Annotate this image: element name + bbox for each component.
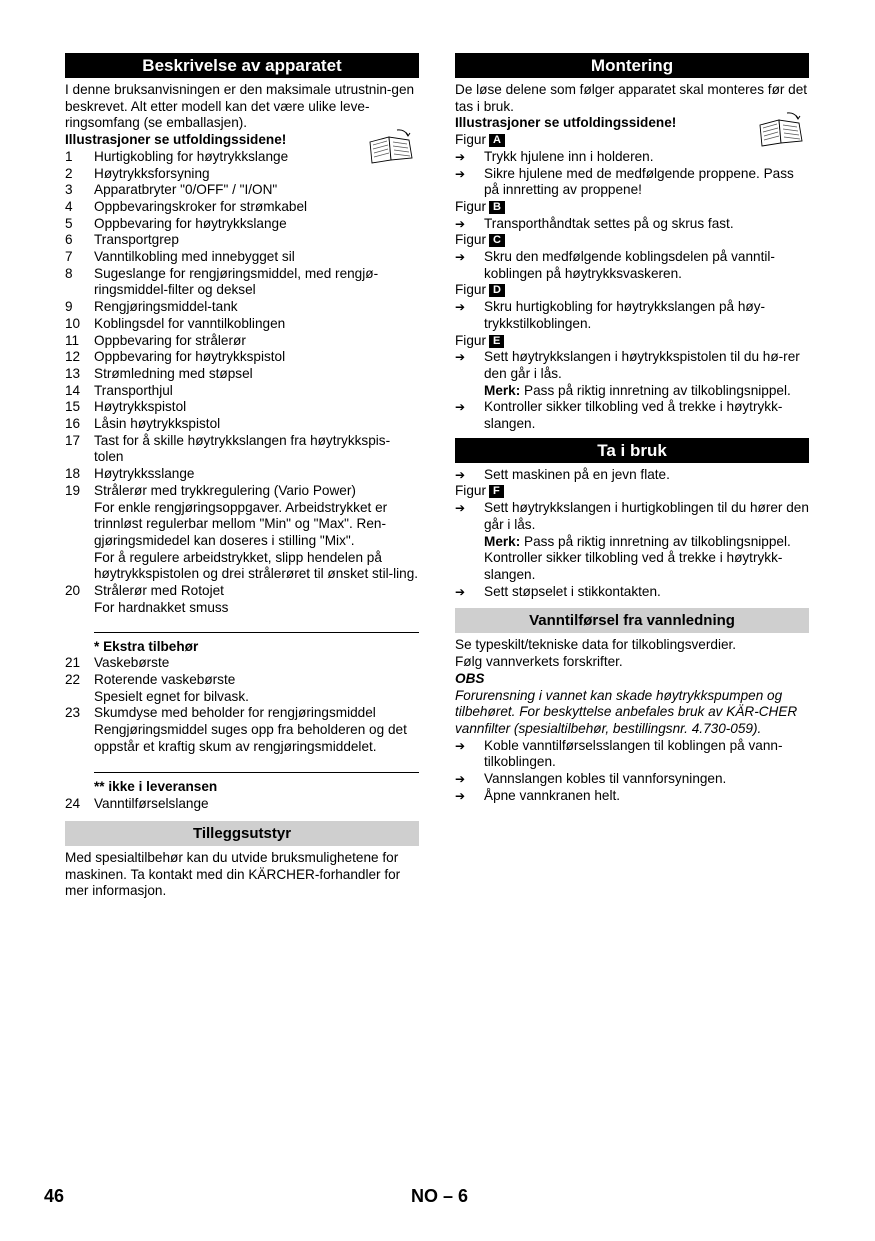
- item-number: 8: [65, 265, 73, 281]
- item-text: Høytrykksslange: [94, 466, 195, 482]
- item-number: 22: [65, 671, 81, 687]
- item-number: 11: [65, 332, 80, 348]
- left-column: [65, 53, 419, 900]
- figure-caption: Figur B: [455, 199, 809, 216]
- divider: [94, 632, 419, 633]
- accessories-text: Med spesialtilbehør kan du utvide bruksmulighetene for maskinen. Ta kontakt med din KÄRCHER-forhandler for mer informasjon.: [65, 849, 401, 899]
- arrow-right-icon: ➔: [455, 788, 466, 803]
- item-text: Rengjøringsmiddel-tank: [94, 299, 238, 315]
- mounting-figures: [455, 132, 809, 332]
- step: [455, 771, 809, 788]
- not-included-title: ** ikke i leveransen: [94, 779, 218, 795]
- section-header-water-supply: Vanntilførsel fra vannledning: [455, 608, 809, 633]
- section-header-description: Beskrivelse av apparatet: [65, 53, 419, 78]
- right-column: [455, 53, 809, 804]
- item-text: Transporthjul: [94, 382, 173, 398]
- item-text: Tast for å skille høytrykkslangen fra høytrykkspis-tolen: [94, 432, 391, 465]
- step-text: Sikre hjulene med de medfølgende proppene. Pass på innretting av proppene!: [484, 165, 794, 198]
- arrow-right-icon: ➔: [455, 250, 466, 265]
- list-item: [65, 655, 419, 672]
- extra-accessories-list: [65, 655, 419, 755]
- arrow-right-icon: ➔: [455, 584, 466, 599]
- figure-label: C: [489, 234, 505, 247]
- mounting-intro: De løse delene som følger apparatet skal monteres før det tas i bruk.: [455, 82, 808, 114]
- obs-title: OBS: [455, 670, 485, 686]
- item-number: 5: [65, 215, 73, 231]
- divider: [94, 772, 419, 773]
- step: [455, 788, 809, 805]
- item-text: Oppbevaringskroker for strømkabel: [94, 198, 308, 214]
- item-text: Strålerør med trykkregulering (Vario Power) For enkle rengjøringsoppgaver. Arbeidstrykket er trinnløst regulerbar mellom "Min" og "Max". Ren-gjøringsmidedel kan doseres i stilling "Mix". For å regulere arbeidstrykket, slipp hendelen på høytrykkspistolen og drei strålerøret til ønsket stil-ling.: [94, 482, 419, 582]
- item-number: 2: [65, 165, 73, 181]
- list-item: [65, 383, 419, 400]
- intro-text: I denne bruksanvisningen er den maksimale utrustnin-gen beskrevet. Alt etter modell kan det være ulike leve-ringsomfang (se emballasjen).: [65, 82, 415, 131]
- figure-f-caption: Figur F: [455, 483, 809, 500]
- step-text: Trykk hjulene inn i holderen.: [484, 148, 654, 164]
- item-text: Roterende vaskebørste Spesielt egnet for bilvask.: [94, 671, 249, 704]
- item-number: 15: [65, 399, 81, 415]
- list-item: [65, 672, 419, 705]
- section-header-use: Ta i bruk: [455, 438, 809, 463]
- step: [455, 299, 809, 332]
- figure-label: A: [489, 134, 505, 147]
- item-number: 6: [65, 232, 73, 248]
- step-text: Skru hurtigkobling for høytrykkslangen på høy-trykkstilkoblingen.: [484, 299, 766, 331]
- note-label: Merk:: [484, 382, 521, 398]
- illustrations-title: Illustrasjoner se utfoldingssidene!: [65, 132, 287, 148]
- list-item: [65, 299, 419, 316]
- step: [455, 216, 809, 233]
- list-item: [65, 483, 419, 583]
- figure-label: D: [489, 284, 505, 297]
- figure-caption: Figur C: [455, 232, 809, 249]
- item-text: Oppbevaring for høytrykkslange: [94, 215, 287, 231]
- item-number: 19: [65, 482, 81, 498]
- step-text: Åpne vannkranen helt.: [484, 787, 621, 803]
- item-number: 17: [65, 432, 81, 448]
- figure-e-block: [455, 333, 809, 433]
- obs-text: Forurensning i vannet kan skade høytrykkspumpen og tilbehøret. For beskyttelse anbefales bruk av KÄR-CHER vannfilter (spesialtilbehør, bestillingsnr. 4.730-059).: [455, 687, 798, 736]
- water-steps: [455, 738, 809, 805]
- open-book-icon: [367, 128, 417, 164]
- item-number: 12: [65, 349, 81, 365]
- step: ➔ Sett høytrykkslangen i hurtigkoblingen til du hører den går i lås.: [455, 500, 809, 532]
- arrow-right-icon: ➔: [455, 772, 466, 787]
- list-item: [65, 796, 419, 813]
- item-text: Skumdyse med beholder for rengjøringsmiddel Rengjøringsmiddel suges opp fra beholderen og det oppstår et kraftig skum av rengjøringsmiddelet.: [94, 705, 407, 754]
- step-text: Vannslangen kobles til vannforsyningen.: [484, 771, 727, 787]
- note: Merk: Pass på riktig innretning av tilkoblingsnippel. Kontroller sikker tilkobling ved å trekke i høytrykk-slangen.: [484, 533, 791, 582]
- figure-f-block: [455, 483, 809, 600]
- list-item: [65, 166, 419, 183]
- arrow-right-icon: ➔: [455, 216, 466, 231]
- list-item: [65, 232, 419, 249]
- list-item: [65, 366, 419, 383]
- parts-list: [65, 149, 419, 617]
- step: ➔ Sett støpselet i stikkontakten.: [455, 583, 661, 599]
- step: [455, 149, 809, 166]
- illustrations-note: [455, 115, 809, 132]
- arrow-right-icon: ➔: [455, 149, 466, 164]
- not-included-list: [65, 796, 419, 813]
- step-text: Skru den medfølgende koblingsdelen på vanntil-koblingen på høytrykksvaskeren.: [484, 249, 775, 281]
- figure-caption: Figur A: [455, 132, 809, 149]
- item-number: 16: [65, 416, 81, 432]
- figure-label: F: [489, 485, 504, 498]
- illustrations-note: [65, 132, 419, 149]
- step: ➔ Sett maskinen på en jevn flate.: [455, 466, 670, 482]
- item-number: 23: [65, 705, 81, 721]
- item-text: Transportgrep: [94, 232, 179, 248]
- item-number: 4: [65, 198, 73, 214]
- list-item: [65, 466, 419, 483]
- list-item: [65, 416, 419, 433]
- item-text: Vanntilførselslange: [94, 796, 209, 812]
- note-label: Merk:: [484, 533, 521, 549]
- list-item: [65, 399, 419, 416]
- item-number: 24: [65, 796, 81, 812]
- list-item: [65, 182, 419, 199]
- step: [455, 249, 809, 282]
- list-item: [65, 583, 419, 616]
- item-text: Apparatbryter "0/OFF" / "I/ON": [94, 182, 278, 198]
- open-book-icon: [757, 111, 807, 147]
- figure-e-caption: Figur E: [455, 333, 809, 350]
- item-number: 3: [65, 182, 73, 198]
- step: [455, 166, 809, 199]
- item-text: Høytrykkspistol: [94, 399, 187, 415]
- list-item: [65, 349, 419, 366]
- step: [455, 738, 809, 771]
- list-item: [65, 333, 419, 350]
- list-item: [65, 216, 419, 233]
- item-text: Vanntilkobling med innebygget sil: [94, 249, 295, 265]
- figure-caption: Figur D: [455, 282, 809, 299]
- list-item: [65, 266, 419, 299]
- arrow-right-icon: ➔: [455, 400, 466, 415]
- section-page-label: NO – 6: [411, 1186, 469, 1206]
- item-text: Strømledning med støpsel: [94, 365, 253, 381]
- item-number: 1: [65, 148, 73, 164]
- item-number: 13: [65, 365, 81, 381]
- step-text: Koble vanntilførselsslangen til koblingen på vann-tilkoblingen.: [484, 737, 783, 770]
- item-text: Vaskebørste: [94, 655, 170, 671]
- item-text: Strålerør med Rotojet For hardnakket smuss: [94, 583, 229, 615]
- step: ➔ Sett høytrykkslangen i høytrykkspistolen til du hø-rer den går i lås.: [455, 349, 800, 381]
- item-text: Sugeslange for rengjøringsmiddel, med rengjø-ringsmiddel-filter og deksel: [94, 265, 379, 298]
- item-number: 10: [65, 315, 81, 331]
- arrow-right-icon: ➔: [455, 501, 466, 516]
- arrow-right-icon: ➔: [455, 467, 466, 482]
- extra-accessories-title: * Ekstra tilbehør: [94, 638, 199, 654]
- step: ➔ Kontroller sikker tilkobling ved å trekke i høytrykk-slangen.: [455, 399, 783, 432]
- section-header-mounting: Montering: [455, 53, 809, 78]
- page-number: 46: [44, 1186, 65, 1206]
- item-number: 7: [65, 249, 73, 265]
- item-number: 14: [65, 382, 81, 398]
- item-text: Høytrykksforsyning: [94, 165, 210, 181]
- figure-label: B: [489, 201, 505, 214]
- arrow-right-icon: ➔: [455, 350, 466, 365]
- section-header-accessories: Tilleggsutstyr: [65, 821, 419, 846]
- item-number: 21: [65, 655, 81, 671]
- list-item: [65, 433, 419, 466]
- note: Merk: Pass på riktig innretning av tilkoblingsnippel.: [484, 382, 791, 398]
- arrow-right-icon: ➔: [455, 300, 466, 315]
- item-number: 18: [65, 466, 81, 482]
- list-item: [65, 316, 419, 333]
- list-item: [65, 149, 419, 166]
- item-text: Oppbevaring for høytrykkspistol: [94, 349, 286, 365]
- item-text: Koblingsdel for vanntilkoblingen: [94, 315, 286, 331]
- illustrations-title: Illustrasjoner se utfoldingssidene!: [455, 115, 677, 131]
- item-text: Låsin høytrykkspistol: [94, 416, 221, 432]
- water-line-2: Følg vannverkets forskrifter.: [455, 654, 623, 670]
- figure-label: E: [489, 335, 504, 348]
- list-item: [65, 199, 419, 216]
- item-number: 9: [65, 299, 73, 315]
- item-text: Hurtigkobling for høytrykkslange: [94, 148, 289, 164]
- list-item: [65, 249, 419, 266]
- item-text: Oppbevaring for strålerør: [94, 332, 246, 348]
- list-item: [65, 705, 419, 755]
- arrow-right-icon: ➔: [455, 166, 466, 181]
- step-text: Transporthåndtak settes på og skrus fast.: [484, 215, 734, 231]
- water-line-1: Se typeskilt/tekniske data for tilkoblingsverdier.: [455, 637, 737, 653]
- item-number: 20: [65, 583, 81, 599]
- arrow-right-icon: ➔: [455, 738, 466, 753]
